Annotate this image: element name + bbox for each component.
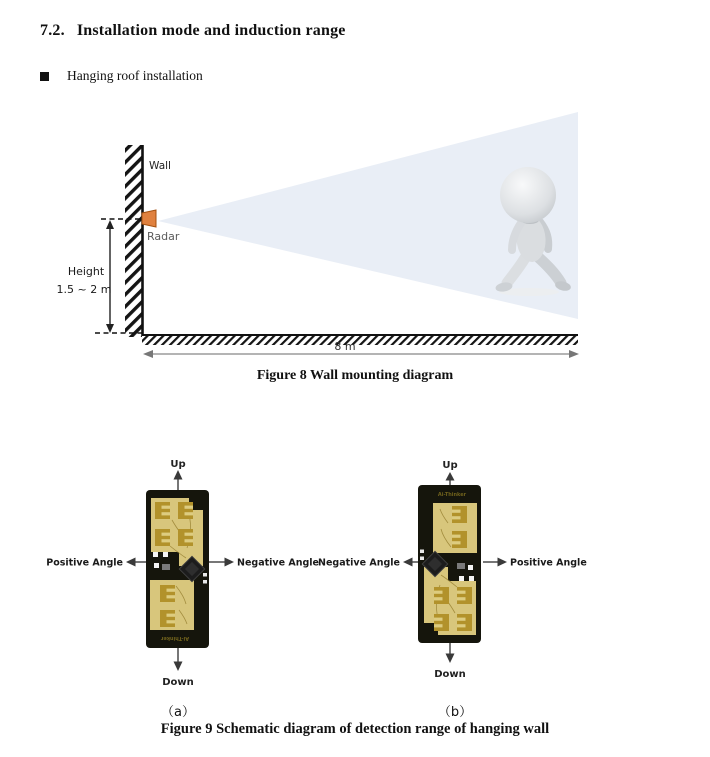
pcb-board-a <box>146 490 209 648</box>
subcaption-b: （b） <box>437 705 473 720</box>
figure8-diagram <box>57 108 655 364</box>
panel-b-down-label: Down <box>434 669 466 680</box>
panel-b-down-arrow <box>446 643 455 663</box>
panel-b <box>318 460 587 680</box>
panel-a-up-arrow <box>174 470 183 490</box>
bullet-label: Hanging roof installation <box>67 68 203 83</box>
panel-b-right-arrow <box>483 558 507 567</box>
section-number: 7.2. <box>40 22 65 39</box>
panel-b-up-arrow <box>446 472 455 486</box>
section-title-text: Installation mode and induction range <box>76 22 346 39</box>
distance-arrow <box>143 350 579 358</box>
radar-icon <box>142 210 156 227</box>
panel-a-down-arrow <box>174 648 183 671</box>
radar-label: Radar <box>147 230 180 243</box>
panel-a-up-label: Up <box>170 459 186 470</box>
height-dimension-arrow <box>106 220 114 333</box>
height-label-line1: Height <box>67 265 105 278</box>
panel-b-left-arrow <box>403 558 418 567</box>
figure8-caption: Figure 8 Wall mounting diagram <box>256 368 454 383</box>
bullet-square-icon <box>40 72 49 81</box>
subcaption-a: （a） <box>161 705 195 720</box>
distance-label: 8 m <box>334 340 356 353</box>
panel-a-right-arrow <box>209 558 234 567</box>
section-bullet <box>40 68 203 84</box>
floor-hatch <box>142 336 578 345</box>
panel-a <box>46 459 319 688</box>
panel-b-right-label: Positive Angle <box>510 557 587 569</box>
panel-a-left-arrow <box>126 558 146 567</box>
figure9-caption: Figure 9 Schematic diagram of detection range of hanging wall <box>160 721 550 737</box>
panel-a-right-label: Negative Angle <box>237 557 319 569</box>
page-title <box>40 22 346 40</box>
height-label-line2: 1.5 ~ 2 m <box>57 283 112 296</box>
person-head <box>500 167 556 223</box>
panel-a-left-label: Positive Angle <box>46 557 123 569</box>
pcb-board-b <box>418 485 481 643</box>
figure9-diagram: Ai-Thinker Up Positive Angle Negative Angle Down Up Negative Angle Positive Angle Down <box>46 459 587 688</box>
wall-label: Wall <box>149 160 171 172</box>
wall-hatch <box>125 145 142 337</box>
panel-b-left-label: Negative Angle <box>318 557 400 569</box>
panel-a-down-label: Down <box>162 677 194 688</box>
panel-b-up-label: Up <box>442 460 458 471</box>
